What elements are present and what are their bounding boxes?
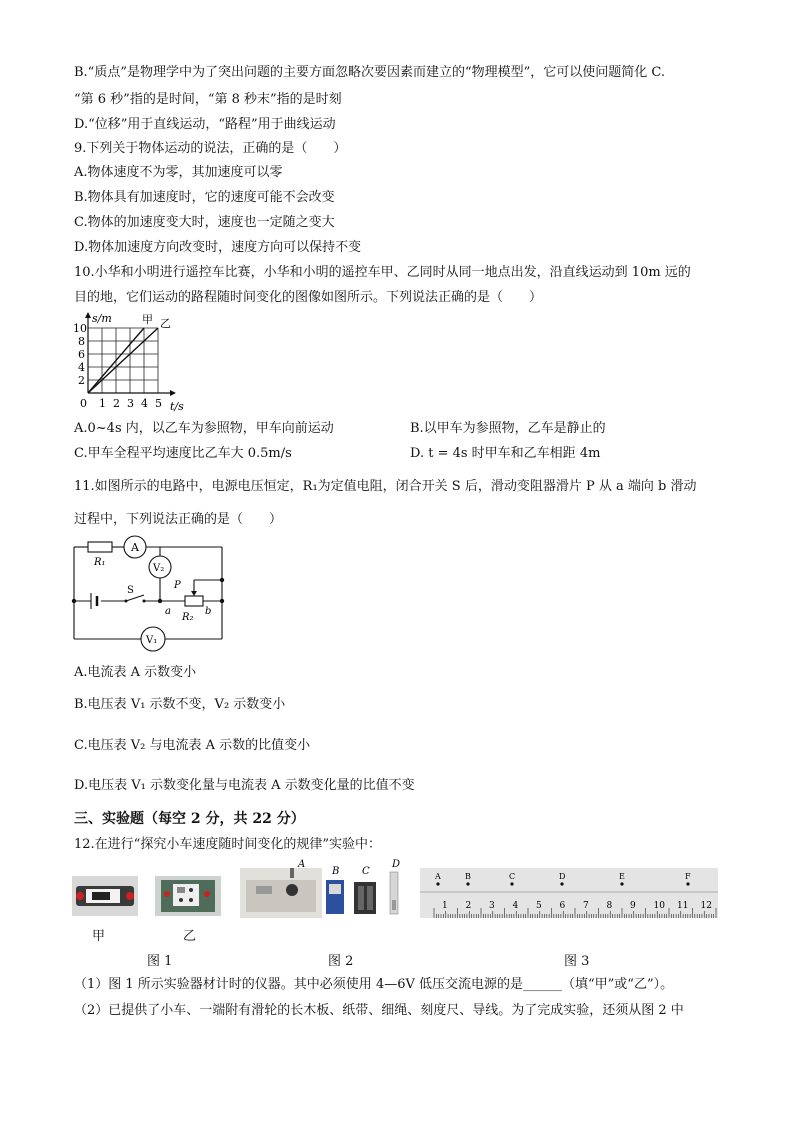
x-axis-label: t/s <box>170 400 184 413</box>
sub-question: （1）图 1 所示实验器材计时的仪器。其中必须使用 4—6V 低压交流电源的是______（填“甲”或“乙”）。 <box>74 977 674 992</box>
tape-dot <box>560 882 563 885</box>
option: C.甲车全程平均速度比乙车大 0.5m/s <box>74 446 292 461</box>
question-9: 9.下列关于物体运动的说法，正确的是（ ） <box>74 141 347 156</box>
x-tick: 1 <box>99 397 106 410</box>
option: D.电压表 V₁ 示数变化量与电流表 A 示数变化量的比值不变 <box>74 778 415 793</box>
x-tick: 2 <box>113 397 120 410</box>
tape-point-label: F <box>685 872 691 881</box>
ruler-tick-label: 6 <box>559 901 566 911</box>
caption-fig2: 图 2 <box>328 954 354 969</box>
option: B.电压表 V₁ 示数不变，V₂ 示数变小 <box>74 697 286 712</box>
tape-dot <box>620 882 623 885</box>
y-axis-label: s/m <box>92 312 112 325</box>
question-10: 10.小华和小明进行遥控车比赛，小华和小明的遥控车甲、乙同时从同一地点出发，沿直线运动到 10m 远的 <box>74 265 691 280</box>
fig2-label: B <box>332 866 340 877</box>
tape-point-label: C <box>509 872 516 881</box>
fig2-label: D <box>392 859 401 870</box>
y-tick: 4 <box>78 361 85 374</box>
option: D.物体加速度方向改变时，速度方向可以保持不变 <box>74 240 362 255</box>
question-12: 12.在进行“探究小车速度随时间变化的规律”实验中： <box>74 837 381 852</box>
ammeter-label: A <box>131 541 139 554</box>
ruler-tick-label: 5 <box>536 901 542 911</box>
ruler-tick-label: 12 <box>700 901 712 911</box>
caption-yi: 乙 <box>183 929 197 944</box>
tape-dot <box>436 882 439 885</box>
ruler-tick-label: 10 <box>653 901 665 911</box>
line-yi <box>88 328 158 393</box>
fig2-image <box>240 858 410 918</box>
end-b-label: b <box>205 606 212 617</box>
option: A.物体速度不为零，其加速度可以零 <box>74 165 283 180</box>
tape-point-label: D <box>559 872 566 881</box>
section-heading: 三、实验题（每空 2 分，共 22 分） <box>74 811 305 827</box>
option: B.以甲车为参照物，乙车是静止的 <box>410 421 606 436</box>
st-graph <box>70 310 200 415</box>
ruler-tick-label: 8 <box>606 901 613 911</box>
ruler-tick-label: 2 <box>465 901 472 911</box>
ruler-tick-label: 9 <box>630 901 636 911</box>
x-tick: 3 <box>127 397 134 410</box>
ruler-tick-label: 1 <box>442 901 448 911</box>
end-a-label: a <box>165 606 171 617</box>
y-tick: 2 <box>78 374 85 387</box>
v1-label: V₁ <box>146 635 158 646</box>
tape-dot <box>686 882 689 885</box>
x-tick: 5 <box>155 397 162 410</box>
option: A.0~4s 内，以乙车为参照物，甲车向前运动 <box>74 421 334 436</box>
option: C.电压表 V₂ 与电流表 A 示数的比值变小 <box>74 738 311 753</box>
caption-fig3: 图 3 <box>564 954 590 969</box>
timer-jia-image <box>72 876 138 916</box>
x-tick: 4 <box>141 397 148 410</box>
option: D. t = 4s 时甲车和乙车相距 4m <box>410 446 601 461</box>
text-line: 过程中，下列说法正确的是（ ） <box>74 512 283 527</box>
tape-dot <box>466 882 469 885</box>
text-line: 目的地，它们运动的路程随时间变化的图像如图所示。下列说法正确的是（ ） <box>74 290 543 305</box>
ruler-image <box>420 868 718 918</box>
ruler-tick-label: 7 <box>583 901 589 911</box>
x-tick: 0 <box>80 397 87 410</box>
fig2-label: C <box>362 866 370 877</box>
caption-jia: 甲 <box>92 929 106 944</box>
sub-question: （2）已提供了小车、一端附有滑轮的长木板、纸带、细绳、刻度尺、导线。为了完成实验，还须从图 2 中 <box>74 1003 684 1018</box>
option: C.物体的加速度变大时，速度也一定随之变大 <box>74 215 335 230</box>
ruler-tick-label: 11 <box>677 901 689 911</box>
series-label-yi: 乙 <box>160 317 171 330</box>
r1-label: R₁ <box>94 557 106 568</box>
ruler-tick-label: 4 <box>512 901 519 911</box>
tape-dot <box>510 882 513 885</box>
y-tick: 10 <box>73 322 87 335</box>
y-tick: 8 <box>78 335 85 348</box>
switch-label: S <box>127 585 134 596</box>
timer-yi-image <box>155 876 221 916</box>
circuit-diagram <box>66 532 236 657</box>
question-11: 11.如图所示的电路中，电源电压恒定，R₁为定值电阻，闭合开关 S 后，滑动变阻器滑片 P 从 a 端向 b 滑动 <box>74 479 697 494</box>
text-line: B.“质点”是物理学中为了突出问题的主要方面忽略次要因素而建立的“物理模型”，它可以使问题简化 C. <box>74 65 666 80</box>
y-tick: 6 <box>78 348 85 361</box>
option: B.物体具有加速度时，它的速度可能不会改变 <box>74 190 335 205</box>
slider-label: P <box>174 580 181 591</box>
v2-label: V₂ <box>153 563 165 574</box>
text-line: “第 6 秒”指的是时间，“第 8 秒末”指的是时刻 <box>74 92 342 107</box>
fig2-label: A <box>298 859 306 870</box>
tape-point-label: B <box>465 872 471 881</box>
option: A.电流表 A 示数变小 <box>74 665 197 680</box>
tape-point-label: E <box>619 872 625 881</box>
r2-label: R₂ <box>182 612 194 623</box>
text-line: D.“位移”用于直线运动，“路程”用于曲线运动 <box>74 117 336 132</box>
ruler-tick-label: 3 <box>489 901 495 911</box>
tape-point-label: A <box>435 872 441 881</box>
caption-fig1: 图 1 <box>147 954 173 969</box>
series-label-jia: 甲 <box>142 313 153 326</box>
